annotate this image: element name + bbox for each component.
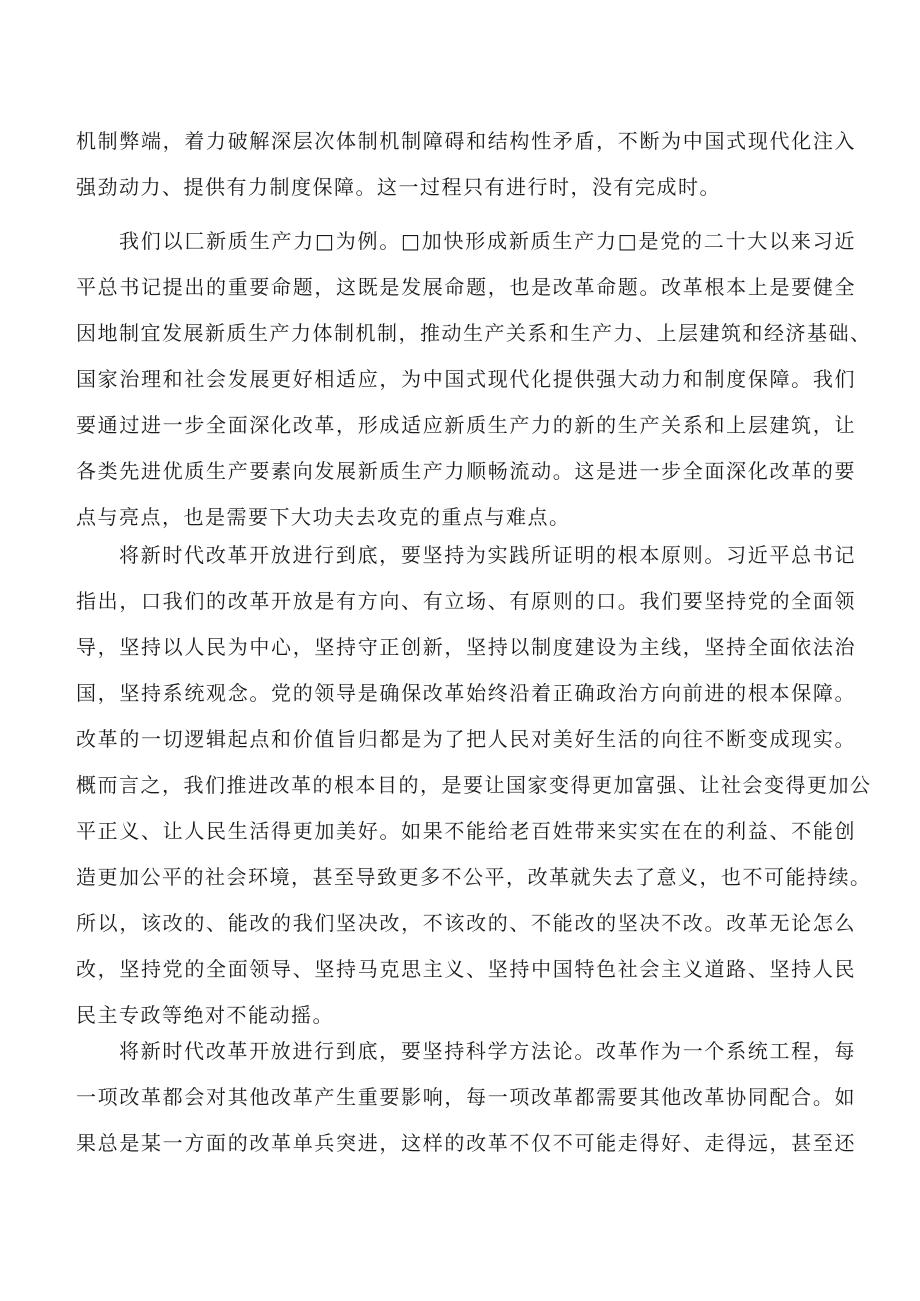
paragraph-4 [76,1041,856,1179]
paragraph-1 [76,131,856,223]
paragraph-line: 一项改革都会对其他改革产生重要影响，每一项改革都需要其他改革协同配合。如 [76,1085,856,1109]
paragraph-line: 机制弊端，着力破解深层次体制机制障碍和结构性矛盾，不断为中国式现代化注入 [76,129,856,153]
paragraph-line: 将新时代改革开放进行到底，要坚持为实践所证明的根本原则。习近平总书记 [119,543,856,567]
paragraph-line: 导，坚持以人民为中心，坚持守正创新，坚持以制度建设为主线，坚持全面依法治 [76,635,856,659]
paragraph-line: 指出，口我们的改革开放是有方向、有立场、有原则的口。我们要坚持党的全面领 [76,589,856,613]
paragraph-line: 因地制宜发展新质生产力体制机制，推动生产关系和生产力、上层建筑和经济基础、 [76,321,872,345]
paragraph-3 [76,543,872,1051]
paragraph-line: 民主专政等绝对不能动摇。 [76,1003,334,1027]
paragraph-line: 国家治理和社会发展更好相适应，为中国式现代化提供强大动力和制度保障。我们 [76,367,856,391]
paragraph-line: 各类先进优质生产要素向发展新质生产力顺畅流动。这是进一步全面深化改革的要 [76,459,856,483]
paragraph-line: 所以，该改的、能改的我们坚决改，不该改的、不能改的坚决不改。改革无论怎么 [76,911,856,935]
paragraph-line: 造更加公平的社会环境，甚至导致更多不公平，改革就失去了意义，也不可能持续。 [76,865,872,889]
paragraph-line: 点与亮点，也是需要下大功夫去攻克的重点与难点。 [76,505,571,529]
paragraph-line: 我们以匚新质生产力□为例。□加快形成新质生产力□是党的二十大以来习近 [119,229,856,253]
paragraph-line: 要通过进一步全面深化改革，形成适应新质生产力的新的生产关系和上层建筑，让 [76,413,856,437]
paragraph-line: 强劲动力、提供有力制度保障。这一过程只有进行时，没有完成时。 [76,175,721,199]
paragraph-line: 将新时代改革开放进行到底，要坚持科学方法论。改革作为一个系统工程，每 [119,1039,856,1063]
paragraph-line: 改，坚持党的全面领导、坚持马克思主义、坚持中国特色社会主义道路、坚持人民 [76,957,856,981]
paragraph-line: 果总是某一方面的改革单兵突进，这样的改革不仅不可能走得好、走得远，甚至还 [76,1131,856,1155]
paragraph-line: 概而言之，我们推进改革的根本目的，是要让国家变得更加富强、让社会变得更加公 [76,773,872,797]
paragraph-2 [76,229,872,553]
paragraph-line: 平总书记提出的重要命题，这既是发展命题，也是改革命题。改革根本上是要健全 [76,275,856,299]
paragraph-line: 改革的一切逻辑起点和价值旨归都是为了把人民对美好生活的向往不断变成现实。 [76,727,856,751]
paragraph-line: 国，坚持系统观念。党的领导是确保改革始终沿着正确政治方向前进的根本保障。 [76,681,856,705]
paragraph-line: 平正义、让人民生活得更加美好。如果不能给老百姓带来实实在在的利益、不能创 [76,819,856,843]
